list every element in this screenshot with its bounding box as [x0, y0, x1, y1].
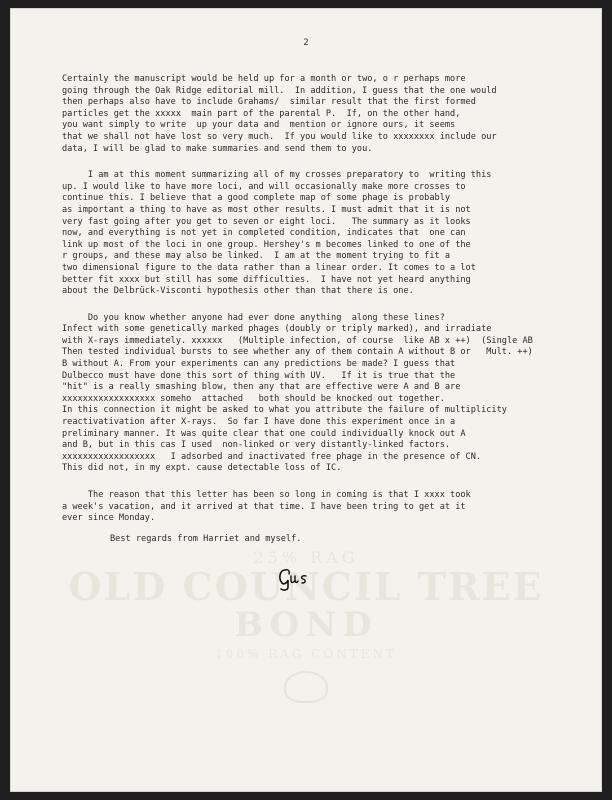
text-line: Infect with some genetically marked phages (doubly or triply marked), and irradiate: [62, 324, 492, 335]
letter-body: [62, 74, 602, 540]
text-line: I am at this moment summarizing all of my crosses preparatory to writing this: [62, 170, 492, 181]
text-line: xxxxxxxxxxxxxxxxxx someho attached both should be knocked out together.: [62, 393, 445, 404]
text-line: with X-rays immediately. xxxxxx (Multiple infection, of course like AB x ++) (Single AB: [62, 335, 533, 346]
text-line: two dimensional figure to the data rather than a linear order. It comes to a lot: [62, 262, 476, 273]
text-line: Certainly the manuscript would be held up for a month or two, o r perhaps more: [62, 74, 466, 84]
text-line: now, and everything is not yet in completed condition, indicates that one can: [62, 228, 466, 239]
signature-gus-icon: [276, 564, 316, 592]
text-line: and B, but in this cas I used non-linked or very distantly-linked factors.: [62, 440, 451, 451]
watermark-seal-icon: [284, 671, 328, 703]
paragraph-3: [62, 313, 602, 475]
text-line: about the Delbrück-Visconti hypothesis other than that there is one.: [62, 286, 414, 297]
paragraph-2: [62, 170, 602, 298]
text-line: Do you know whether anyone had ever done anything along these lines?: [62, 312, 445, 323]
watermark-line-3: BOND: [234, 605, 378, 645]
text-line: up. I would like to have more loci, and will occasionally make more crosses to: [62, 181, 466, 192]
text-line: ever since Monday.: [62, 513, 156, 524]
paragraph-1: [62, 74, 602, 155]
text-line: Then tested individual bursts to see whether any of them contain A without B or Mult. ++): [62, 347, 533, 358]
text-line: This did not, in my expt. cause detectable loss of IC.: [62, 463, 342, 474]
handwritten-signature: [276, 564, 316, 597]
watermark-line-1: 25% RAG: [253, 548, 359, 567]
watermark-line-4: 100% RAG CONTENT: [214, 647, 397, 661]
text-line: The reason that this letter has been so long in coming is that I xxxx took: [62, 490, 471, 500]
letter-page: [10, 8, 602, 792]
paragraph-4: [62, 490, 602, 525]
text-line: then perhaps also have to include Grahams/ similar result that the first formed: [62, 97, 476, 108]
text-line: you want simply to write up your data and mention or ignore ours, it seems: [62, 120, 456, 131]
text-line: link up most of the loci in one group. Hershey's m becomes linked to one of the: [62, 239, 471, 250]
text-line: going through the Oak Ridge editorial mill. In addition, I guess that the one would: [62, 85, 497, 96]
text-line: Dulbecco must have done this sort of thing with UV. If it is true that the: [62, 370, 456, 381]
text-line: "hit" is a really smashing blow, then any that are effective were A and B are: [62, 382, 461, 393]
text-line: r groups, and these may also be linked. I am at the moment trying to fit a: [62, 251, 451, 262]
text-line: that we shall not have lost so very much. If you would like to xxxxxxxx include our: [62, 131, 497, 142]
text-line: better fit xxxx but still has some difficulties. I have not yet heard anything: [62, 274, 471, 285]
text-line: In this connection it might be asked to what you attribute the failure of multiplicity: [62, 405, 507, 416]
text-line: as important a thing to have as most other results. I must admit that it is not: [62, 204, 471, 215]
page-number: 2: [303, 38, 309, 48]
text-line: B without A. From your experiments can any predictions be made? I guess that: [62, 359, 456, 370]
text-line: reactivativation after X-rays. So far I have done this experiment once in a: [62, 417, 456, 428]
text-line: particles get the xxxxx main part of the parental P. If, on the other hand,: [62, 108, 461, 119]
text-line: xxxxxxxxxxxxxxxxxx I adsorbed and inactivated free phage in the presence of CN.: [62, 451, 482, 462]
text-line: preliminary manner. It was quite clear that one could individually knock out A: [62, 428, 466, 439]
closing-line: Best regards from Harriet and myself.: [110, 534, 302, 544]
text-line: a week's vacation, and it arrived at that time. I have been tring to get at it: [62, 501, 466, 512]
text-line: very fast going after you get to seven or eight loci. The summary as it looks: [62, 216, 471, 227]
watermark-line-2: OLD COUNCIL TREE: [68, 564, 544, 609]
text-line: data, I will be glad to make summaries and send them to you.: [62, 143, 373, 154]
text-line: continue this. I believe that a good complete map of some phage is probably: [62, 193, 451, 204]
